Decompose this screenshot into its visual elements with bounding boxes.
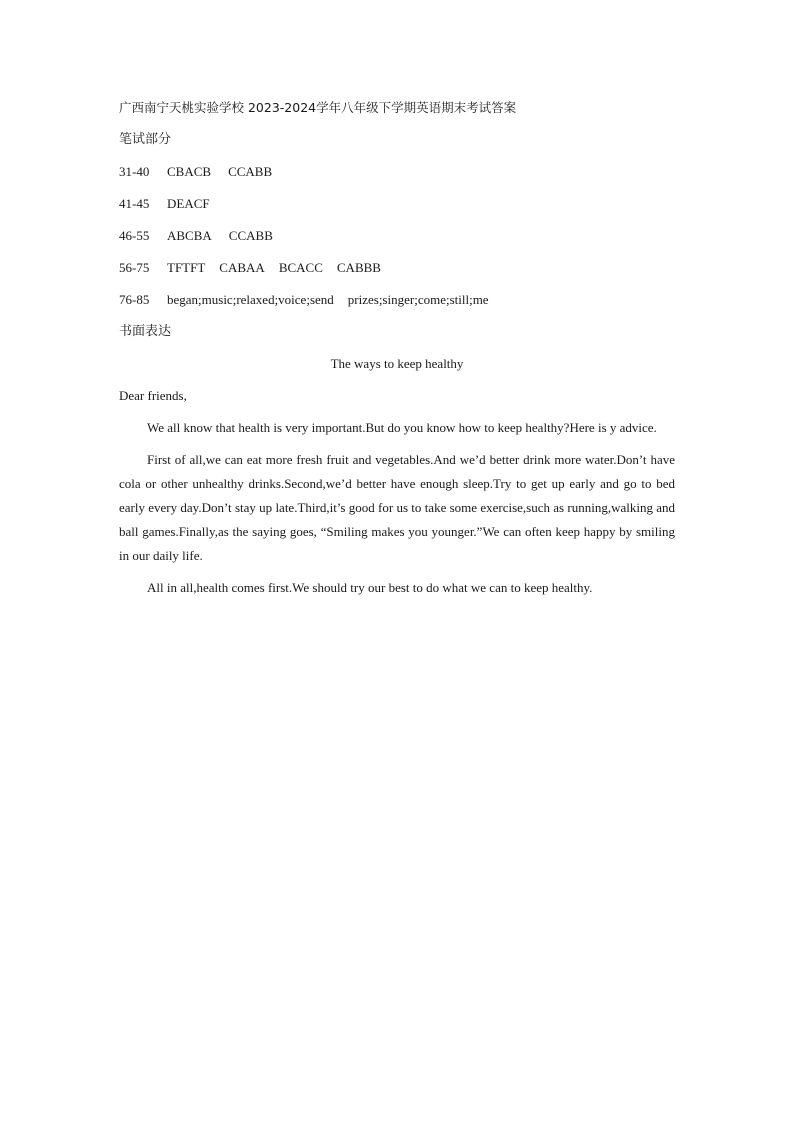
answer-row bbox=[119, 224, 675, 248]
answer-range: 56-75 bbox=[119, 260, 150, 275]
section-written-heading: 笔试部分 bbox=[119, 132, 172, 147]
answer-group: ABCBA bbox=[167, 228, 212, 243]
answer-group: TFTFT bbox=[167, 260, 206, 275]
document-title: 广西南宁天桃实验学校 2023-2024学年八年级下学期英语期末考试答案 bbox=[119, 100, 517, 115]
answer-group: began;music;relaxed;voice;send bbox=[167, 292, 334, 307]
answer-row bbox=[119, 256, 675, 280]
section-writing-heading: 书面表达 bbox=[119, 324, 172, 339]
answer-row bbox=[119, 160, 675, 184]
essay-paragraph: All in all,health comes first.We should try our best to do what we can to keep healthy. bbox=[147, 580, 593, 595]
answer-row bbox=[119, 288, 675, 312]
answer-range: 41-45 bbox=[119, 196, 150, 211]
answer-row bbox=[119, 192, 675, 216]
answer-range: 76-85 bbox=[119, 292, 150, 307]
answer-group: CABBB bbox=[336, 260, 381, 275]
answer-group: prizes;singer;come;still;me bbox=[347, 292, 489, 307]
answer-range: 46-55 bbox=[119, 228, 150, 243]
answer-group: CABAA bbox=[219, 260, 265, 275]
answer-group: BCACC bbox=[278, 260, 323, 275]
answer-group: CCABB bbox=[228, 228, 273, 243]
answer-sheet-page bbox=[119, 96, 675, 608]
answer-group: CCABB bbox=[228, 164, 273, 179]
answer-range: 31-40 bbox=[119, 164, 150, 179]
essay-paragraph: First of all,we can eat more fresh fruit and vegetables.And we’d better drink more water.Don’t have cola or other unhealthy drinks.Second,we’d better have enough sleep.Try to get up early and go to bed early every day.Don’t stay up late.Third,it’s good for us to take some exercise,such as running,walking and ball games.Finally,as the saying goes, “Smiling makes you younger.”We can often keep happy by smiling in our daily life. bbox=[119, 452, 675, 563]
essay-title: The ways to keep healthy bbox=[330, 356, 464, 371]
answer-group: CBACB bbox=[167, 164, 212, 179]
essay-salutation: Dear friends, bbox=[119, 388, 187, 403]
answer-group: DEACF bbox=[167, 196, 210, 211]
essay-paragraph: We all know that health is very important.But do you know how to keep healthy?Here is y advice. bbox=[147, 420, 657, 435]
